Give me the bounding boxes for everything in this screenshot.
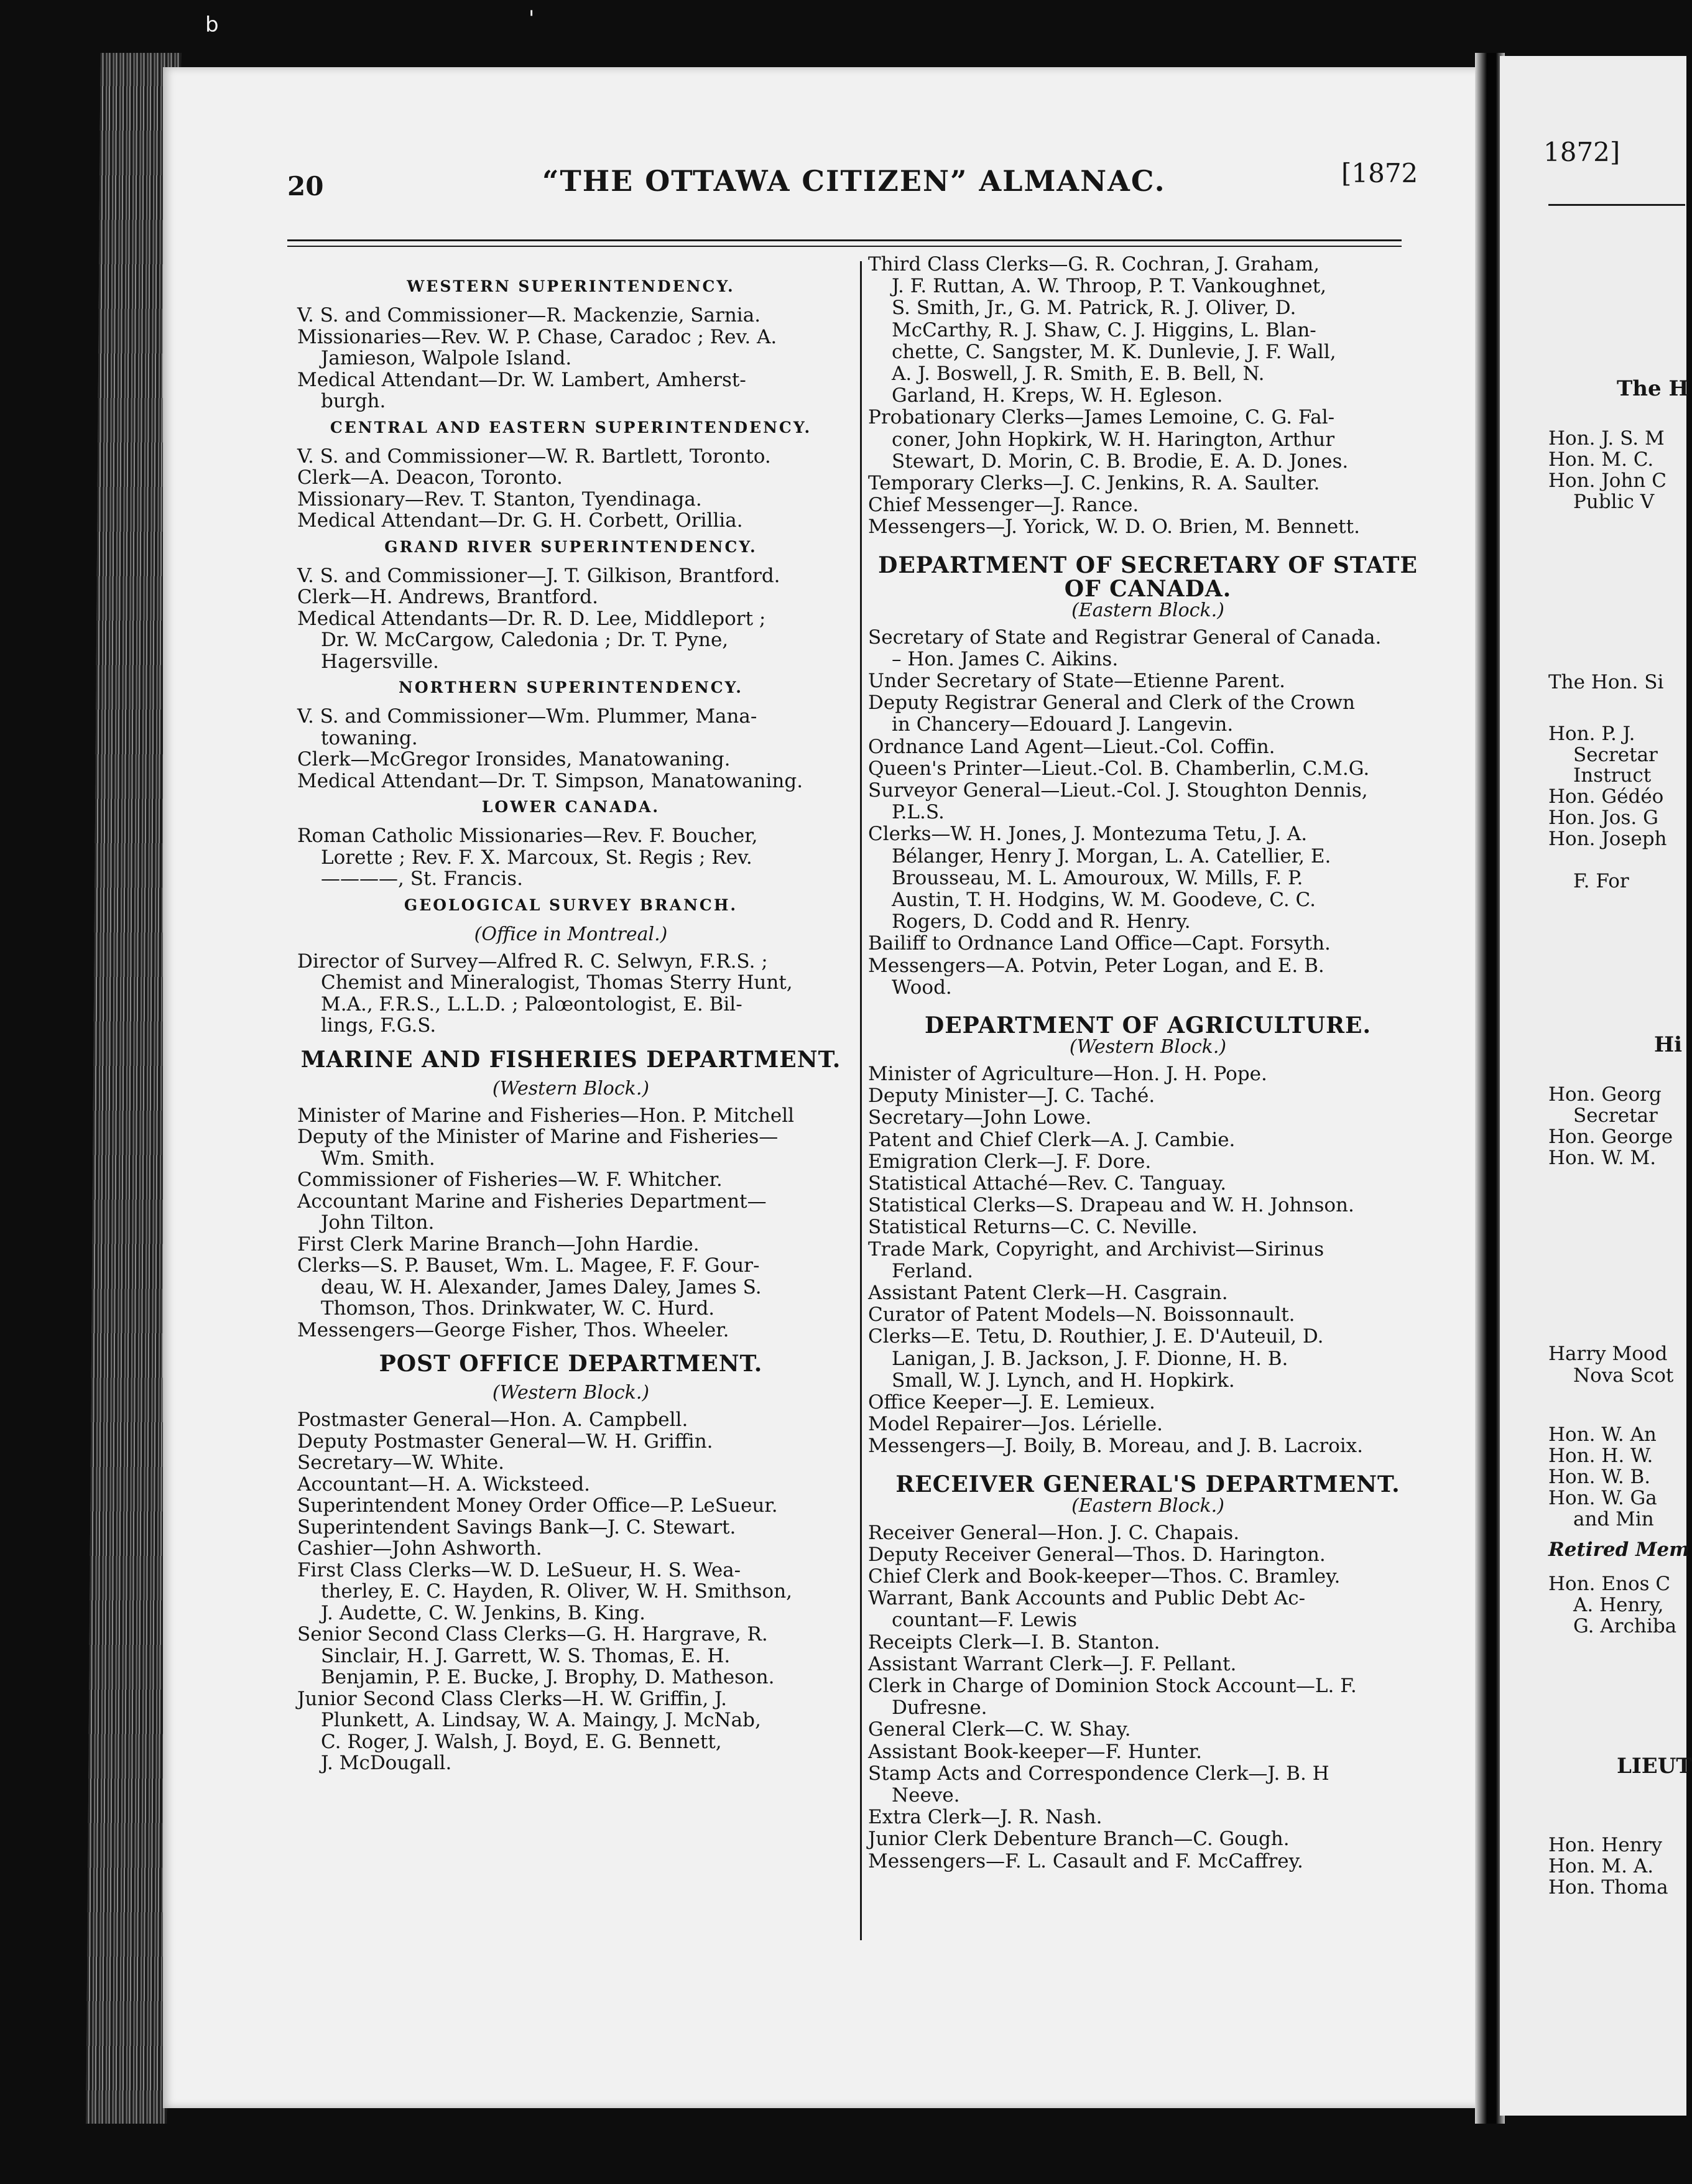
directory-entry: First Class Clerks—W. D. LeSueur, H. S. Wea- <box>297 1558 741 1581</box>
directory-entry: Queen's Printer—Lieut.-Col. B. Chamberlin, C.M.G. <box>868 757 1370 780</box>
directory-entry: Junior Clerk Debenture Branch—C. Gough. <box>868 1828 1290 1851</box>
section-subheading: GRAND RIVER SUPERINTENDENCY. <box>384 537 757 556</box>
directory-entry: Deputy Postmaster General—W. H. Griffin. <box>297 1430 713 1453</box>
directory-entry: Medical Attendants—Dr. R. D. Lee, Middleport ; <box>297 607 766 630</box>
facing-page-year: 1872] <box>1543 137 1620 167</box>
directory-entry: Chief Messenger—J. Rance. <box>868 494 1139 517</box>
header-rule-top <box>287 239 1402 241</box>
section-subheading: CENTRAL AND EASTERN SUPERINTENDENCY. <box>330 418 812 437</box>
directory-entry: General Clerk—C. W. Shay. <box>868 1718 1131 1741</box>
directory-entry-continued: J. McDougall. <box>321 1752 452 1774</box>
directory-entry-continued: Bélanger, Henry J. Morgan, L. A. Catellier, E. <box>892 844 1331 868</box>
directory-entry: Clerk—H. Andrews, Brantford. <box>297 586 598 608</box>
directory-entry: Curator of Patent Models—N. Boissonnault. <box>868 1303 1295 1326</box>
directory-entry-continued: Chemist and Mineralogist, Thomas Sterry Hunt, <box>321 971 793 994</box>
directory-entry: Clerks—S. P. Bauset, Wm. L. Magee, F. F. Gour- <box>297 1254 760 1277</box>
section-subheading: LOWER CANADA. <box>481 798 660 816</box>
facing-page-text: G. Archiba <box>1573 1615 1677 1637</box>
facing-page-text: F. For <box>1573 870 1629 892</box>
directory-entry-continued: Wood. <box>892 976 952 999</box>
facing-page-text: Hon. M. A. <box>1548 1855 1654 1877</box>
directory-entry-continued: Neeve. <box>892 1784 960 1807</box>
facing-page-text: Hon. Georg <box>1548 1083 1662 1106</box>
running-title: “THE OTTAWA CITIZEN” ALMANAC. <box>542 164 1166 198</box>
directory-entry: Temporary Clerks—J. C. Jenkins, R. A. Saulter. <box>868 472 1320 494</box>
directory-entry-continued: J. Audette, C. W. Jenkins, B. King. <box>321 1601 645 1624</box>
directory-entry-continued: Wm. Smith. <box>321 1147 435 1170</box>
directory-entry: Stamp Acts and Correspondence Clerk—J. B. H <box>868 1762 1329 1785</box>
directory-entry: Third Class Clerks—G. R. Cochran, J. Graham, <box>868 253 1320 275</box>
facing-page-heading: The H <box>1617 376 1689 401</box>
directory-entry: Receipts Clerk—I. B. Stanton. <box>868 1631 1160 1654</box>
directory-entry: Medical Attendant—Dr. T. Simpson, Manatowaning. <box>297 769 803 792</box>
facing-page-text: Hon. W. Ga <box>1548 1487 1657 1509</box>
directory-entry: Deputy Receiver General—Thos. D. Harington. <box>868 1543 1326 1566</box>
department-location: (Eastern Block.) <box>1071 1494 1224 1517</box>
directory-entry: V. S. and Commissioner—R. Mackenzie, Sarnia. <box>297 304 761 326</box>
section-subheading: GEOLOGICAL SURVEY BRANCH. <box>404 895 738 914</box>
directory-entry-continued: Thomson, Thos. Drinkwater, W. C. Hurd. <box>321 1297 715 1320</box>
directory-entry: V. S. and Commissioner—J. T. Gilkison, Brantford. <box>297 564 780 587</box>
department-location: (Western Block.) <box>492 1382 650 1404</box>
directory-entry: Assistant Book-keeper—F. Hunter. <box>868 1740 1202 1763</box>
directory-entry: Assistant Warrant Clerk—J. F. Pellant. <box>868 1652 1237 1675</box>
directory-entry-continued: Austin, T. H. Hodgins, W. M. Goodeve, C. C. <box>892 889 1316 911</box>
directory-entry-continued: chette, C. Sangster, M. K. Dunlevie, J. F. Wall, <box>892 340 1336 363</box>
directory-entry: V. S. and Commissioner—Wm. Plummer, Mana- <box>297 705 757 728</box>
department-location: (Western Block.) <box>1069 1036 1227 1058</box>
directory-entry: Secretary—W. White. <box>297 1451 504 1474</box>
page-number: 20 <box>287 171 324 201</box>
directory-entry: Clerk—McGregor Ironsides, Manatowaning. <box>297 748 731 770</box>
directory-entry: Clerks—W. H. Jones, J. Montezuma Tetu, J. A. <box>868 823 1308 846</box>
directory-entry: Cashier—John Ashworth. <box>297 1537 542 1560</box>
directory-entry-continued: Lorette ; Rev. F. X. Marcoux, St. Regis ; Rev. <box>321 846 752 869</box>
directory-entry: Statistical Returns—C. C. Neville. <box>868 1216 1198 1239</box>
facing-page-text: Hon. Gédéo <box>1548 785 1664 808</box>
facing-page-rule <box>1548 204 1685 206</box>
directory-entry: Accountant—H. A. Wicksteed. <box>297 1473 591 1496</box>
directory-entry: Secretary—John Lowe. <box>868 1106 1092 1129</box>
facing-page-heading: Hi <box>1654 1032 1683 1057</box>
facing-page-text: Hon. George <box>1548 1126 1673 1148</box>
directory-entry: Emigration Clerk—J. F. Dore. <box>868 1150 1152 1173</box>
directory-entry: Receiver General—Hon. J. C. Chapais. <box>868 1521 1240 1544</box>
directory-entry-continued: countant—F. Lewis <box>892 1609 1077 1632</box>
facing-page-text: The Hon. Si <box>1548 671 1664 693</box>
directory-entry: Senior Second Class Clerks—G. H. Hargrave, R. <box>297 1623 768 1645</box>
directory-entry-continued: Brousseau, M. L. Amouroux, W. Mills, F. P. <box>892 866 1303 889</box>
directory-entry: Secretary of State and Registrar General of Canada. <box>868 626 1382 649</box>
directory-entry: Medical Attendant—Dr. W. Lambert, Amherst- <box>297 368 746 391</box>
directory-entry-continued: Dr. W. McCargow, Caledonia ; Dr. T. Pyne, <box>321 629 729 651</box>
facing-page-text: Hon. Henry <box>1548 1834 1663 1856</box>
facing-page-label: Retired Mem <box>1548 1539 1690 1561</box>
department-heading: RECEIVER GENERAL'S DEPARTMENT. <box>895 1471 1400 1497</box>
directory-entry: Clerk in Charge of Dominion Stock Account—L. F. <box>868 1675 1357 1697</box>
department-location: (Western Block.) <box>492 1077 650 1099</box>
directory-entry: Messengers—George Fisher, Thos. Wheeler. <box>297 1318 729 1341</box>
department-location: (Office in Montreal.) <box>474 923 668 945</box>
directory-entry: V. S. and Commissioner—W. R. Bartlett, Toronto. <box>297 445 771 468</box>
facing-page-text: A. Henry, <box>1573 1594 1664 1616</box>
directory-entry-continued: – Hon. James C. Aikins. <box>892 647 1119 670</box>
directory-entry: Minister of Marine and Fisheries—Hon. P. Mitchell <box>297 1104 795 1127</box>
department-heading-continued: OF CANADA. <box>1064 575 1232 602</box>
directory-entry-continued: lings, F.G.S. <box>321 1014 437 1037</box>
directory-entry: Under Secretary of State—Etienne Parent. <box>868 670 1286 692</box>
directory-entry-continued: Ferland. <box>892 1259 974 1282</box>
facing-page-text: Hon. H. W. <box>1548 1445 1653 1467</box>
directory-entry-continued: ————, St. Francis. <box>321 868 523 890</box>
directory-entry-continued: C. Roger, J. Walsh, J. Boyd, E. G. Bennett, <box>321 1730 722 1753</box>
department-heading: MARINE AND FISHERIES DEPARTMENT. <box>300 1046 841 1073</box>
directory-entry: Bailiff to Ordnance Land Office—Capt. Forsyth. <box>868 932 1331 955</box>
directory-entry-continued: P.L.S. <box>892 801 945 824</box>
facing-page-text: Hon. Joseph <box>1548 828 1667 850</box>
directory-entry: Superintendent Money Order Office—P. LeSueur. <box>297 1494 778 1517</box>
directory-entry-continued: McCarthy, R. J. Shaw, C. J. Higgins, L. Blan- <box>892 318 1316 341</box>
directory-entry-continued: A. J. Boswell, J. R. Smith, E. B. Bell, N. <box>892 363 1265 385</box>
directory-entry: Patent and Chief Clerk—A. J. Cambie. <box>868 1128 1236 1151</box>
facing-page-text: and Min <box>1573 1508 1654 1530</box>
directory-entry-continued: Garland, H. Kreps, W. H. Egleson. <box>892 384 1223 407</box>
directory-entry: Accountant Marine and Fisheries Department— <box>297 1190 767 1213</box>
facing-page-text: Hon. P. J. <box>1548 723 1635 745</box>
facing-page-text: Public V <box>1573 491 1655 513</box>
header-rule-bottom <box>287 246 1402 247</box>
section-subheading: NORTHERN SUPERINTENDENCY. <box>399 678 743 696</box>
directory-entry-continued: Dufresne. <box>892 1696 987 1719</box>
directory-entry: Deputy Minister—J. C. Taché. <box>868 1085 1155 1108</box>
directory-entry: Superintendent Savings Bank—J. C. Stewart. <box>297 1515 736 1539</box>
directory-entry: Missionaries—Rev. W. P. Chase, Caradoc ; Rev. A. <box>297 325 777 348</box>
directory-entry-continued: deau, W. H. Alexander, James Daley, James S. <box>321 1275 762 1298</box>
department-heading: POST OFFICE DEPARTMENT. <box>379 1351 763 1377</box>
directory-entry: Minister of Agriculture—Hon. J. H. Pope. <box>868 1063 1267 1085</box>
directory-entry: Roman Catholic Missionaries—Rev. F. Boucher, <box>297 825 758 847</box>
directory-entry: Deputy Registrar General and Clerk of the Crown <box>868 692 1356 715</box>
directory-entry-continued: Plunkett, A. Lindsay, W. A. Maingy, J. McNab, <box>321 1709 761 1731</box>
section-subheading: WESTERN SUPERINTENDENCY. <box>407 277 735 295</box>
directory-entry: Assistant Patent Clerk—H. Casgrain. <box>868 1282 1228 1304</box>
directory-entry: Chief Clerk and Book-keeper—Thos. C. Bramley. <box>868 1565 1341 1588</box>
directory-entry: Medical Attendant—Dr. G. H. Corbett, Orillia. <box>297 509 743 532</box>
directory-entry: Model Repairer—Jos. Lérielle. <box>868 1413 1163 1436</box>
directory-entry: Missionary—Rev. T. Stanton, Tyendinaga. <box>297 488 702 511</box>
directory-entry-continued: Benjamin, P. E. Bucke, J. Brophy, D. Matheson. <box>321 1666 775 1688</box>
facing-page-heading: LIEUT <box>1617 1754 1692 1779</box>
facing-page-text: Hon. W. M. <box>1548 1147 1657 1169</box>
directory-entry-continued: burgh. <box>321 390 386 412</box>
directory-entry: Messengers—A. Potvin, Peter Logan, and E. B. <box>868 954 1324 977</box>
facing-page-text: Hon. John C <box>1548 470 1667 492</box>
facing-page-text: Hon. W. B. <box>1548 1466 1651 1488</box>
directory-entry-continued: Stewart, D. Morin, C. B. Brodie, E. A. D. Jones. <box>892 450 1349 473</box>
directory-entry: Junior Second Class Clerks—H. W. Griffin, J. <box>297 1687 728 1710</box>
directory-entry: Surveyor General—Lieut.-Col. J. Stoughton Dennis, <box>868 779 1368 802</box>
directory-entry-continued: Small, W. J. Lynch, and H. Hopkirk. <box>892 1369 1235 1392</box>
facing-page-text: Hon. Enos C <box>1548 1573 1671 1595</box>
directory-entry: Deputy of the Minister of Marine and Fisheries— <box>297 1126 779 1148</box>
directory-entry-continued: M.A., F.R.S., L.L.D. ; Palœontologist, E. Bil- <box>321 993 742 1016</box>
facing-page-text: Nova Scot <box>1573 1364 1674 1387</box>
directory-entry: Warrant, Bank Accounts and Public Debt Ac- <box>868 1587 1306 1610</box>
directory-entry-continued: John Tilton. <box>321 1211 435 1234</box>
department-heading: DEPARTMENT OF SECRETARY OF STATE <box>878 552 1418 578</box>
directory-entry: Commissioner of Fisheries—W. F. Whitcher. <box>297 1168 723 1191</box>
directory-entry: Messengers—F. L. Casault and F. McCaffrey. <box>868 1849 1303 1872</box>
directory-entry: Postmaster General—Hon. A. Campbell. <box>297 1409 688 1431</box>
directory-entry-continued: Hagersville. <box>321 650 439 673</box>
directory-entry: Extra Clerk—J. R. Nash. <box>868 1806 1103 1829</box>
column-divider <box>860 261 862 1940</box>
facing-page-text: Hon. W. An <box>1548 1423 1657 1446</box>
facing-page-text: Instruct <box>1573 764 1652 787</box>
directory-entry: Ordnance Land Agent—Lieut.-Col. Coffin. <box>868 735 1275 758</box>
department-heading: DEPARTMENT OF AGRICULTURE. <box>924 1012 1371 1039</box>
directory-entry: First Clerk Marine Branch—John Hardie. <box>297 1233 700 1256</box>
directory-entry: Messengers—J. Boily, B. Moreau, and J. B. Lacroix. <box>868 1435 1363 1458</box>
directory-entry: Probationary Clerks—James Lemoine, C. G. Fal- <box>868 406 1335 429</box>
directory-entry-continued: therley, E. C. Hayden, R. Oliver, W. H. Smithson, <box>321 1580 793 1603</box>
directory-entry-continued: Rogers, D. Codd and R. Henry. <box>892 910 1191 933</box>
directory-entry-continued: S. Smith, Jr., G. M. Patrick, R. J. Oliver, D. <box>892 297 1297 320</box>
facing-page-text: Secretar <box>1573 744 1658 766</box>
facing-page-text: Harry Mood <box>1548 1343 1668 1365</box>
directory-entry-continued: Jamieson, Walpole Island. <box>321 347 572 369</box>
directory-entry-continued: towaning. <box>321 726 418 749</box>
facing-page-text: Secretar <box>1573 1104 1658 1127</box>
facing-page-text: Hon. Thoma <box>1548 1876 1668 1899</box>
year-bracket: [1872 <box>1341 158 1418 188</box>
department-location: (Eastern Block.) <box>1071 599 1224 621</box>
directory-entry-continued: Sinclair, H. J. Garrett, W. S. Thomas, E. H. <box>321 1644 731 1667</box>
directory-entry: Director of Survey—Alfred R. C. Selwyn, F.R.S. ; <box>297 950 768 973</box>
scan-mark-top-left: b <box>205 12 219 37</box>
facing-page-text: Hon. J. S. M <box>1548 427 1665 450</box>
directory-entry: Clerk—A. Deacon, Toronto. <box>297 466 563 489</box>
directory-entry: Trade Mark, Copyright, and Archivist—Sirinus <box>868 1238 1324 1261</box>
directory-entry-continued: J. F. Ruttan, A. W. Throop, P. T. Vankoughnet, <box>892 275 1327 298</box>
directory-entry: Statistical Attaché—Rev. C. Tanguay. <box>868 1172 1227 1195</box>
directory-entry-continued: coner, John Hopkirk, W. H. Harington, Arthur <box>892 428 1335 451</box>
facing-page-text: Hon. Jos. G <box>1548 807 1658 829</box>
directory-entry: Statistical Clerks—S. Drapeau and W. H. Johnson. <box>868 1194 1354 1217</box>
scan-mark-top: ' <box>529 6 535 31</box>
facing-page-text: Hon. M. C. <box>1548 448 1654 471</box>
page-header <box>287 155 1418 205</box>
directory-entry: Messengers—J. Yorick, W. D. O. Brien, M. Bennett. <box>868 516 1360 539</box>
directory-entry: Clerks—E. Tetu, D. Routhier, J. E. D'Auteuil, D. <box>868 1325 1324 1348</box>
directory-entry-continued: Lanigan, J. B. Jackson, J. F. Dionne, H. B. <box>892 1347 1288 1370</box>
directory-entry-continued: in Chancery—Edouard J. Langevin. <box>892 713 1234 736</box>
directory-entry: Office Keeper—J. E. Lemieux. <box>868 1391 1155 1414</box>
